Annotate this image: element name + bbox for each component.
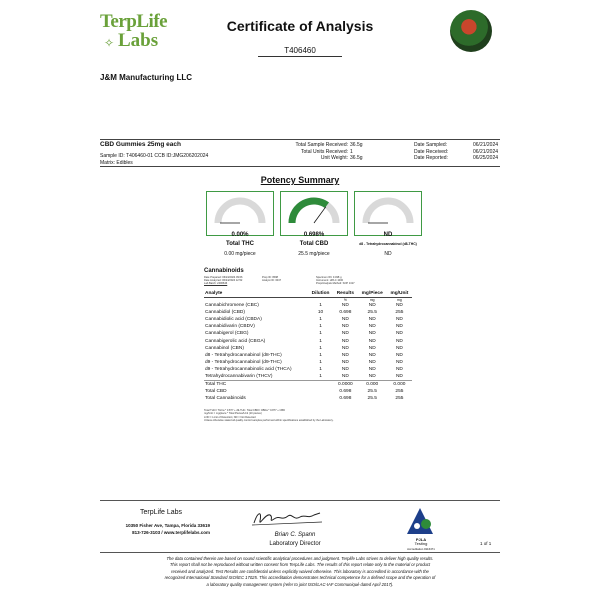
value-cell: ND xyxy=(395,316,403,322)
table-row xyxy=(204,309,412,316)
analyte-cell: Cannabinol (CBN) xyxy=(205,345,244,351)
value-cell: ND xyxy=(395,345,403,351)
value-cell: ND xyxy=(368,360,376,366)
potency-summary-heading: Potency Summary xyxy=(260,175,340,185)
gauge-d8-label: d8 - Tetrahydrocannabinol (d8-THC) xyxy=(359,242,417,246)
pjla-text xyxy=(396,538,446,551)
note-line: LOD = Limit of Detection; ND = Not Detected xyxy=(204,415,256,419)
total-row xyxy=(204,395,412,402)
meta-line: Prep ID: 0598 xyxy=(262,276,279,279)
value-cell: 0.698 xyxy=(339,309,352,315)
analyte-cell: d9 - Tetrahydrocannabinolic acid (THCA) xyxy=(205,367,292,373)
analyte-cell: Total Cannabinoids xyxy=(205,396,246,402)
table-row xyxy=(204,302,412,309)
received-label: Total Units Received: xyxy=(301,148,348,155)
col-mg-unit: mg/Unit xyxy=(387,291,412,297)
value-cell: 25.5 xyxy=(367,396,377,402)
analyte-cell: Total THC xyxy=(204,381,308,388)
table-row xyxy=(204,373,412,380)
gauge-cbd-sub: 25.5 mg/piece xyxy=(298,251,330,257)
value-cell: 0.000 xyxy=(387,381,412,388)
gauge-cbd-value: 0.698% xyxy=(303,232,325,238)
date-value: 06/21/2024 xyxy=(473,142,499,148)
value-cell: ND xyxy=(368,367,376,373)
value-cell: 1 xyxy=(319,352,322,358)
terplife-labs-logo xyxy=(100,12,170,58)
meta-line: Analyst ID: 3047 xyxy=(262,279,282,283)
meta-line: Instrument: HPLC 1000 xyxy=(316,279,344,283)
table-row xyxy=(204,366,412,373)
note-line: Unless otherwise stated all quality control samples performed within specifications established by the Laboratory. xyxy=(204,418,334,422)
gauge-thc-value: 0.00% xyxy=(231,232,249,238)
value-cell: 0.698 xyxy=(339,388,352,394)
received-label: Total Sample Received: xyxy=(295,142,348,148)
value-cell: ND xyxy=(341,374,349,380)
value-cell: 1 xyxy=(319,338,322,344)
received-label: Unit Weight: xyxy=(320,155,348,162)
table-notes xyxy=(204,409,404,422)
total-row xyxy=(204,388,412,395)
disclaimer-line: The data contained therein are based on sound scientific analytical procedures and judgment. Terplife Labs strives to deliver high quality results. xyxy=(166,556,434,561)
analyte-cell: Cannabidiolic acid (CBDA) xyxy=(205,316,262,322)
value-cell: ND xyxy=(395,360,403,366)
value-cell: ND xyxy=(395,352,403,358)
table-row xyxy=(204,352,412,359)
table-row xyxy=(204,359,412,366)
value-cell: ND xyxy=(395,338,403,344)
value-cell: 1 xyxy=(319,302,322,308)
value-cell: ND xyxy=(341,324,349,330)
value-cell: ND xyxy=(341,316,349,322)
divider xyxy=(100,139,500,140)
value-cell: 0.000 xyxy=(358,381,387,388)
value-cell xyxy=(308,381,333,388)
table-row xyxy=(204,316,412,323)
gauge-d8-sub: ND xyxy=(384,251,392,257)
value-cell: ND xyxy=(341,338,349,344)
value-cell: 255 xyxy=(395,388,404,394)
value-cell: ND xyxy=(395,302,403,308)
table-row xyxy=(204,330,412,337)
col-analyte: Analyte xyxy=(204,291,308,297)
value-cell: 255 xyxy=(395,396,404,402)
value-cell: 1 xyxy=(319,324,322,330)
divider xyxy=(100,500,500,501)
value-cell: ND xyxy=(368,324,376,330)
value-cell: ND xyxy=(341,360,349,366)
signer-name: Brian C. Spann xyxy=(274,532,316,538)
meta-line: Prep/Analysis Method: SOP 1317 xyxy=(316,282,355,286)
value-cell xyxy=(308,395,333,402)
date-label: Date Received: xyxy=(414,148,449,155)
value-cell: ND xyxy=(368,352,376,358)
received-value: 36.5g xyxy=(350,155,363,162)
meta-line: Lab Batch: 2406646 xyxy=(204,282,228,286)
date-value: 06/21/2024 xyxy=(473,148,499,155)
sample-id-block xyxy=(100,153,208,166)
value-cell: 0.0000 xyxy=(333,381,357,388)
prep-meta-mid xyxy=(262,276,281,282)
meta-line: Specimen Wt: 0.498 g xyxy=(316,276,342,279)
cannabinoid-results-table xyxy=(204,291,412,402)
table-row xyxy=(204,323,412,330)
signer-role: Laboratory Director xyxy=(269,541,321,547)
note-line: mg/Unit = mg/piece * Total Pieces/Unit (10 pieces) xyxy=(204,412,262,416)
divider xyxy=(100,166,500,167)
analyte-cell: Cannabigerol (CBG) xyxy=(205,331,249,337)
value-cell: 0.698 xyxy=(339,396,352,402)
unit-cell: % xyxy=(343,297,347,302)
footer-address: 10350 Fisher Ave, Tampa, Florida 33619 xyxy=(125,523,210,528)
footer-contact: 813-726-3103 / www.terplifelabs.com xyxy=(132,530,210,535)
meta-line: Date Prepared: 06/24/2024 09:06 xyxy=(204,276,243,279)
received-value: 36.5g xyxy=(350,142,363,148)
analyte-cell: Cannabidivarin (CBDV) xyxy=(205,324,255,330)
value-cell: 25.5 xyxy=(367,388,377,394)
gauge-thc-label: Total THC xyxy=(226,241,254,247)
value-cell: ND xyxy=(341,352,349,358)
gauge-total-cbd xyxy=(280,191,348,236)
matrix: Matrix: Edibles xyxy=(100,159,133,166)
col-mg-piece: mg/Piece xyxy=(358,291,387,297)
pjla-id: Accreditation #116471 xyxy=(407,546,435,551)
value-cell: ND xyxy=(368,374,376,380)
table-row xyxy=(204,337,412,344)
received-value: 1 xyxy=(350,148,353,155)
disclaimer-line: This report shall not be reproduced without written consent from TerpLife Labs. The results of this report relate only to the material or product xyxy=(169,562,431,568)
gauge-cbd-label: Total CBD xyxy=(299,241,329,247)
pjla-sub: Testing xyxy=(414,541,428,547)
footer-lab-name: TerpLife Labs xyxy=(140,509,183,516)
value-cell: ND xyxy=(368,338,376,344)
footer-address-block xyxy=(80,522,210,536)
product-name: CBD Gummies 25mg each xyxy=(100,141,181,148)
value-cell: 1 xyxy=(319,367,322,373)
value-cell: 1 xyxy=(319,374,322,380)
prep-meta-left xyxy=(204,276,243,286)
analyte-cell: Tetrahydrocannabivarin (THCV) xyxy=(205,374,273,380)
value-cell: ND xyxy=(395,367,403,373)
value-cell: ND xyxy=(368,302,376,308)
value-cell: ND xyxy=(395,374,403,380)
value-cell: 1 xyxy=(319,360,322,366)
gauge-d8-thc xyxy=(354,191,422,236)
value-cell: ND xyxy=(395,324,403,330)
date-label: Date Sampled: xyxy=(414,142,448,148)
received-labels xyxy=(230,142,348,162)
seal-emblem-icon xyxy=(450,10,492,52)
client-company: J&M Manufacturing LLC xyxy=(100,73,192,82)
sample-id: Sample ID: T406460-01 CCB ID:JMG206202024 xyxy=(100,153,209,159)
prep-meta-right xyxy=(316,276,355,286)
value-cell: 1 xyxy=(319,316,322,322)
disclaimer xyxy=(103,556,497,588)
value-cell: ND xyxy=(341,367,349,373)
value-cell: ND xyxy=(368,316,376,322)
unit-cell: mg xyxy=(397,297,402,302)
analyte-cell: d8 - Tetrahydrocannabinol (d8-THC) xyxy=(205,352,282,358)
disclaimer-line: received and analyzed. Test Results are confidential unless explicitly waived otherwise. This laboratory is accredited in accordance with the xyxy=(171,568,429,574)
gauge-arc xyxy=(214,195,266,225)
analyte-cell: d9 - Tetrahydrocannabinol (d9-THC) xyxy=(205,360,282,366)
note-line: Total THC= THCa * 0.877 + d9-THC. Total CBD= CBDa * 0.877 + CBD xyxy=(204,409,286,412)
table-row xyxy=(204,345,412,352)
value-cell: 1 xyxy=(319,345,322,351)
disclaimer-line: a laboratory quality management system (refer to joint ISO/ILAC-IAF Communiqué dated April 2017). xyxy=(206,581,394,587)
pjla-name: PJLA xyxy=(415,537,427,542)
date-label: Date Reported: xyxy=(414,155,448,162)
batch-id: T406460 xyxy=(284,46,316,55)
logo-line-2: Labs xyxy=(118,30,159,51)
received-values xyxy=(350,142,363,162)
divider xyxy=(100,552,500,553)
disclaimer-line: recognized International Standard ISO/IEC 17025. This accreditation demonstrates technical competence for a defined scope and the operation of xyxy=(164,575,436,581)
analyte-cell: Cannabigerolic acid (CBGA) xyxy=(205,338,266,344)
analyte-cell: Cannabichromene (CBC) xyxy=(205,302,259,308)
logo-line-1: TerpLife xyxy=(100,11,168,32)
date-values xyxy=(473,142,498,162)
col-results: Results xyxy=(333,291,357,297)
document-title: Certificate of Analysis xyxy=(226,18,374,34)
value-cell: 255 xyxy=(395,309,404,315)
unit-cell: mg xyxy=(369,297,375,302)
date-value: 06/25/2024 xyxy=(473,155,499,162)
date-labels xyxy=(414,142,448,162)
value-cell: 10 xyxy=(317,309,324,315)
value-cell: ND xyxy=(341,331,349,337)
gauge-thc-sub: 0.00 mg/piece xyxy=(224,251,256,257)
total-row xyxy=(204,381,412,388)
analyte-cell: Total CBD xyxy=(205,388,227,394)
analyte-cell: Cannabidiol (CBD) xyxy=(205,309,245,315)
leaf-icon: ✧ xyxy=(104,36,115,50)
value-cell: ND xyxy=(368,345,376,351)
signature-icon xyxy=(250,507,325,529)
value-cell xyxy=(308,388,333,395)
col-dilution: Dilution xyxy=(308,291,333,297)
cannabinoids-heading: Cannabinoids xyxy=(204,268,244,274)
gauge-arc xyxy=(288,195,340,225)
value-cell: 1 xyxy=(319,331,322,337)
gauge-d8-value: ND xyxy=(383,232,393,238)
value-cell: ND xyxy=(341,345,349,351)
batch-underline xyxy=(258,56,342,57)
value-cell: ND xyxy=(368,331,376,337)
gauge-arc xyxy=(362,195,414,225)
value-cell: 25.5 xyxy=(367,309,377,315)
value-cell: ND xyxy=(341,302,349,308)
meta-line: Date Analyzed: 06/24/2024 12:52 xyxy=(204,279,243,283)
page-count: 1 of 1 xyxy=(480,541,492,546)
value-cell: ND xyxy=(395,331,403,337)
gauge-total-thc xyxy=(206,191,274,236)
